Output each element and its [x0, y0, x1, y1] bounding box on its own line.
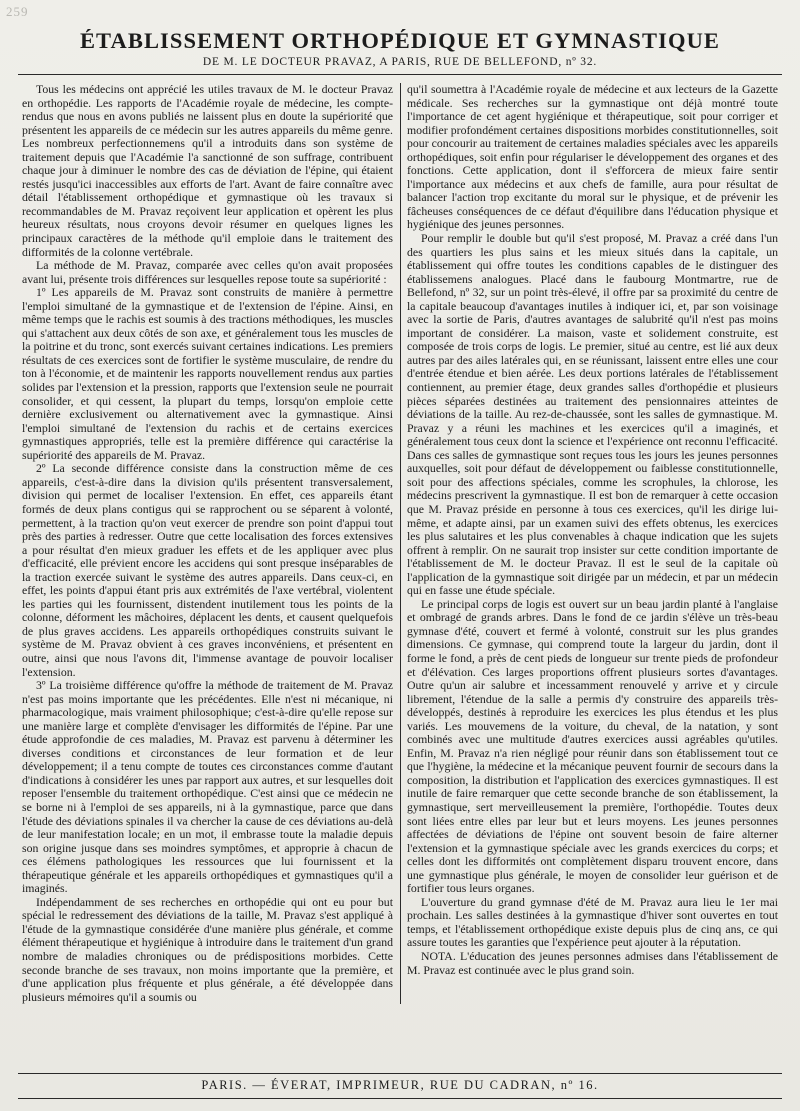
- paragraph: qu'il soumettra à l'Académie royale de médecine et aux lecteurs de la Gazette médicale. Ses recherches sur la gymnastique ont déjà montré toute l'importance de cet agent hygiénique et thérapeutique, soit pour corriger et modifier profondément certaines dispositions morbides constitutionnelles, soit pour concourir au traitement de certaines maladies spéciales avec les appareils orthopédiques, soit enfin pour régulariser le développement des organes et des fonctions. Cette application, dont il s'efforcera de mieux faire sentir l'importance aux médecins et aux chefs de famille, aura pour résultat de balancer l'action trop excitante du moral sur le physique, et de prévenir les fâcheuses conséquences de ce défaut d'équilibre dans l'éducation physique et hygiénique des jeunes personnes.: [407, 82, 778, 232]
- page-subtitle: DE M. LE DOCTEUR PRAVAZ, A PARIS, RUE DE BELLEFOND, nº 32.: [202, 56, 598, 68]
- page-number: 259: [6, 4, 29, 19]
- paragraph: 3º La troisième différence qu'offre la méthode de traitement de M. Pravaz n'est pas moins importante que les précédentes. Elle n'est ni mécanique, ni pharmacologique, mais vraiment philosophique; c'est-à-dire qu'elle repose sur une manière large et complète d'envisager les difformités de l'épine. Par une étude approfondie de ces maladies, M. Pravaz est parvenu à déterminer les diverses conditions et circonstances de leur formation et de leur développement; il a tenu compte de toutes ces circonstances comme d'autant d'indications à considérer les unes par rapport aux autres, et sur lesquelles doit reposer l'ensemble du traitement orthopédique. C'est ainsi que ce médecin ne se borne ni à l'emploi de ses appareils, ni à la gymnastique, parce que dans l'étude des déviations spinales il va chercher la cause de ces déviations au-delà de leur manifestation locale; en un mot, il embrasse toute la maladie depuis son origine jusque dans ses moindres symptômes, et approprie à chacun de ces élémens pathologiques les ressources que lui fournissent et la thérapeutique générale et les appareils orthopédiques et gymnastiques qu'il a imaginés.: [22, 678, 393, 896]
- column-divider: [400, 83, 401, 1004]
- paragraph: Pour remplir le double but qu'il s'est proposé, M. Pravaz a créé dans l'un des quartiers les plus sains et les mieux situés dans la capitale, un établissement qui offre toutes les conditions capables de le distinguer des établissemens analogues. Placé dans le faubourg Montmartre, rue de Bellefond, nº 32, sur un point très-élevé, il offre par sa proximité du centre de la capitale beaucoup d'avantages inutiles à indiquer ici, et, par son voisinage avec la sortie de Paris, d'autres avantages de salubrité qu'il n'est pas moins important de considérer. La maison, vaste et solidement construite, est composée de trois corps de logis. Le premier, situé au centre, est lié aux deux autres par des ailes latérales qui, en se réunissant, laissent entre elles une cour d'entrée étendue et bien aérée. Les deux portions latérales de l'établissement contiennent, au premier étage, deux grandes salles d'orthopédie et plusieurs pièces séparées destinées au traitement des pensionnaires atteintes de déviations de la taille. Au rez-de-chaussée, sont les salles de gymnastique. M. Pravaz y a réuni les machines et les exercices qu'il a imaginés, et généralement tous ceux dont la science et l'expérience ont reconnu l'efficacité. Dans ces salles de gymnastique sont reçues tous les jours les jeunes personnes auxquelles, soit pour défaut de développement ou faiblesse constitutionnelle, soit pour des affections spéciales, comme les scrophules, la chlorose, les médecins prescrivent la gymnastique. Il est bon de remarquer à cette occasion que M. Pravaz préside en personne à tous ces exercices, qu'il les dirige lui-même, et adapte ainsi, par un examen suivi des effets obtenus, les exercices les plus salutaires et les plus convenables à chaque indication que les sujets offrent à remplir. On ne saurait trop insister sur cette condition importante de l'établissement de M. le docteur Pravaz. Il est le seul de la capitale où l'application de la gymnastique soit dirigée par un médecin, et par un médecin qui en fasse une étude spéciale.: [407, 231, 778, 598]
- footer-rule: [18, 1098, 782, 1099]
- paragraph: La méthode de M. Pravaz, comparée avec celles qu'on avait proposées avant lui, présente trois différences sur lesquelles repose toute sa supériorité :: [22, 258, 393, 286]
- paragraph: 1º Les appareils de M. Pravaz sont construits de manière à permettre l'emploi simultané de la gymnastique et de l'extension de l'épine. Ainsi, en même temps que le rachis est soumis à des tractions méthodiques, les muscles qui s'attachent aux deux côtés de son axe, et généralement tous les muscles de la poitrine et du tronc, sont exercés suivant certaines indications. Les premiers résultats de ces exercices sont de fortifier le système musculaire, de rendre du ton à l'économie, et de maintenir les rapports nouvellement rendus aux parties solides par l'extension et la pression, rapports que l'extension seule ne pourrait consolider, et qui cessent, la plupart du temps, lorsqu'on emploie cette dernière exclusivement ou alternativement avec la gymnastique. Ainsi l'emploi simultané de l'extension du rachis et de certains exercices gymnastiques appropriés, telle est la première différence qui caractérise la supériorité des appareils de M. Pravaz.: [22, 285, 393, 462]
- page-title: ÉTABLISSEMENT ORTHOPÉDIQUE ET GYMNASTIQUE: [79, 28, 721, 53]
- left-column: [22, 83, 393, 1004]
- paragraph: Indépendamment de ses recherches en orthopédie qui ont eu pour but spécial le redressement des déviations de la taille, M. Pravaz s'est appliqué à l'étude de la gymnastique considérée d'une manière plus générale, et comme élément thérapeutique et hygiénique à introduire dans le traitement d'un grand nombre de maladies chroniques ou de prédispositions morbides. Cette seconde branche de ses travaux, non moins importante que la première, et d'une application plus fréquente et plus générale, a été développée dans plusieurs mémoires qu'il a soumis ou: [22, 894, 393, 1004]
- paragraph: L'ouverture du grand gymnase d'été de M. Pravaz aura lieu le 1er mai prochain. Les salles destinées à la gymnastique d'hiver sont ouvertes en tout temps, et l'établissement orthopédique existe depuis plus de cinq ans, ce qui assure toutes les garanties que l'expérience peut ajouter à la réputation.: [407, 894, 778, 950]
- paragraph: Tous les médecins ont apprécié les utiles travaux de M. le docteur Pravaz en orthopédie. Les rapports de l'Académie royale de médecine, les compte-rendus que nous en avons publiés ne laissent plus en doute la supériorité que présentent les appareils de ce médecin sur les autres appareils du même genre. Les nombreux perfectionnemens qu'il a introduits dans son système de traitement depuis que l'Académie l'a sanctionné de son suffrage, contribuent chaque jour à diminuer le nombre des cas de déviation de l'épine, qui étaient restés jusqu'ici inaccessibles aux efforts de l'art. Avant de faire connaître avec détail l'établissement orthopédique et gymnastique où les travaux si recommandables de M. Pravaz reçoivent leur application et opèrent les plus heureux résultats, nous croyons devoir résumer en quelques lignes les principaux caractères de la méthode qu'il emploie dans le traitement des difformités de la colonne vertébrale.: [22, 82, 393, 259]
- article-columns: [22, 83, 778, 1004]
- paragraph: 2º La seconde différence consiste dans la construction même de ces appareils, c'est-à-dire dans la division qu'ils présentent transversalement, division qui permet de localiser l'extension. En effet, ces appareils étant formés de deux plans contigus qui se rapprochent ou se séparent à volonté, permettent, à la traction qu'on veut exercer de prendre son point d'appui tout près des parties à redresser. Outre que cette localisation des forces extensives a pour résultat d'en mieux graduer les effets et de les appliquer avec plus d'efficacité, elle prévient encore les accidens qui sont presque inséparables de la traction exercée suivant le système des autres appareils. Dans ceux-ci, en effet, les points d'appui étant pris aux extrémités de l'axe vertébral, violentent les parties qui les fournissent, distendent inutilement tous les points de la colonne, déforment les mâchoires, déplacent les dents, et causent quelquefois de plus graves accidens. Les appareils orthopédiques construits suivant le système de M. Pravaz obvient à ces graves inconvéniens, et présentent en outre, ainsi que nous l'avons dit, l'immense avantage de pouvoir localiser l'extension.: [22, 461, 393, 679]
- printer-imprint: PARIS. — ÉVERAT, IMPRIMEUR, RUE DU CADRAN, nº 16.: [201, 1078, 599, 1092]
- nota-paragraph: NOTA. L'éducation des jeunes personnes admises dans l'établissement de M. Pravaz est continuée avec le plus grand soin.: [407, 949, 778, 977]
- header-rule: [18, 74, 782, 75]
- paragraph: Le principal corps de logis est ouvert sur un beau jardin planté à l'anglaise et ombragé de grands arbres. Dans le fond de ce jardin s'élève un très-beau gymnase d'été, couvert et fermé à volonté, construit sur les plus grandes dimensions. Ce gymnase, qui comprend toute la largeur du jardin, dont il forme le fond, a près de cent pieds de longueur sur trente pieds de profondeur et d'élévation. Ces larges proportions offrent plusieurs sortes d'avantages. Outre qu'un air salubre et incessamment renouvelé y arrive et y circule librement, l'étendue de la salle a permis d'y construire des appareils très-développés, destinés à reproduire les exercices les plus étendus et les plus variés. Les mouvemens de la voiture, du cheval, de la natation, y sont combinés avec une multitude d'autres exercices aussi agréables qu'utiles. Enfin, M. Pravaz n'a rien négligé pour réunir dans son établissement tout ce que l'hygiène, la médecine et la mécanique peuvent fournir de secours dans la composition, la distribution et l'application des exercices gymnastiques. Il est inutile de faire remarquer que cette seconde branche de son établissement, la gymnastique, sert merveilleusement la première, l'orthopédie. Toutes deux sont liées entre elles par leur but et leurs moyens. Les jeunes personnes affectées de déviations de l'épine ont souvent besoin de faire alterner l'extension et la gymnastique spéciale avec les grands exercices du corps; et celles dont les difformités ont complètement disparu trouvent encore, dans une gymnastique plus générale, le moyen de consolider leur guérison et de fortifier tous leurs organes.: [407, 596, 778, 896]
- footer-rule: [18, 1073, 782, 1074]
- right-column: [407, 83, 778, 1004]
